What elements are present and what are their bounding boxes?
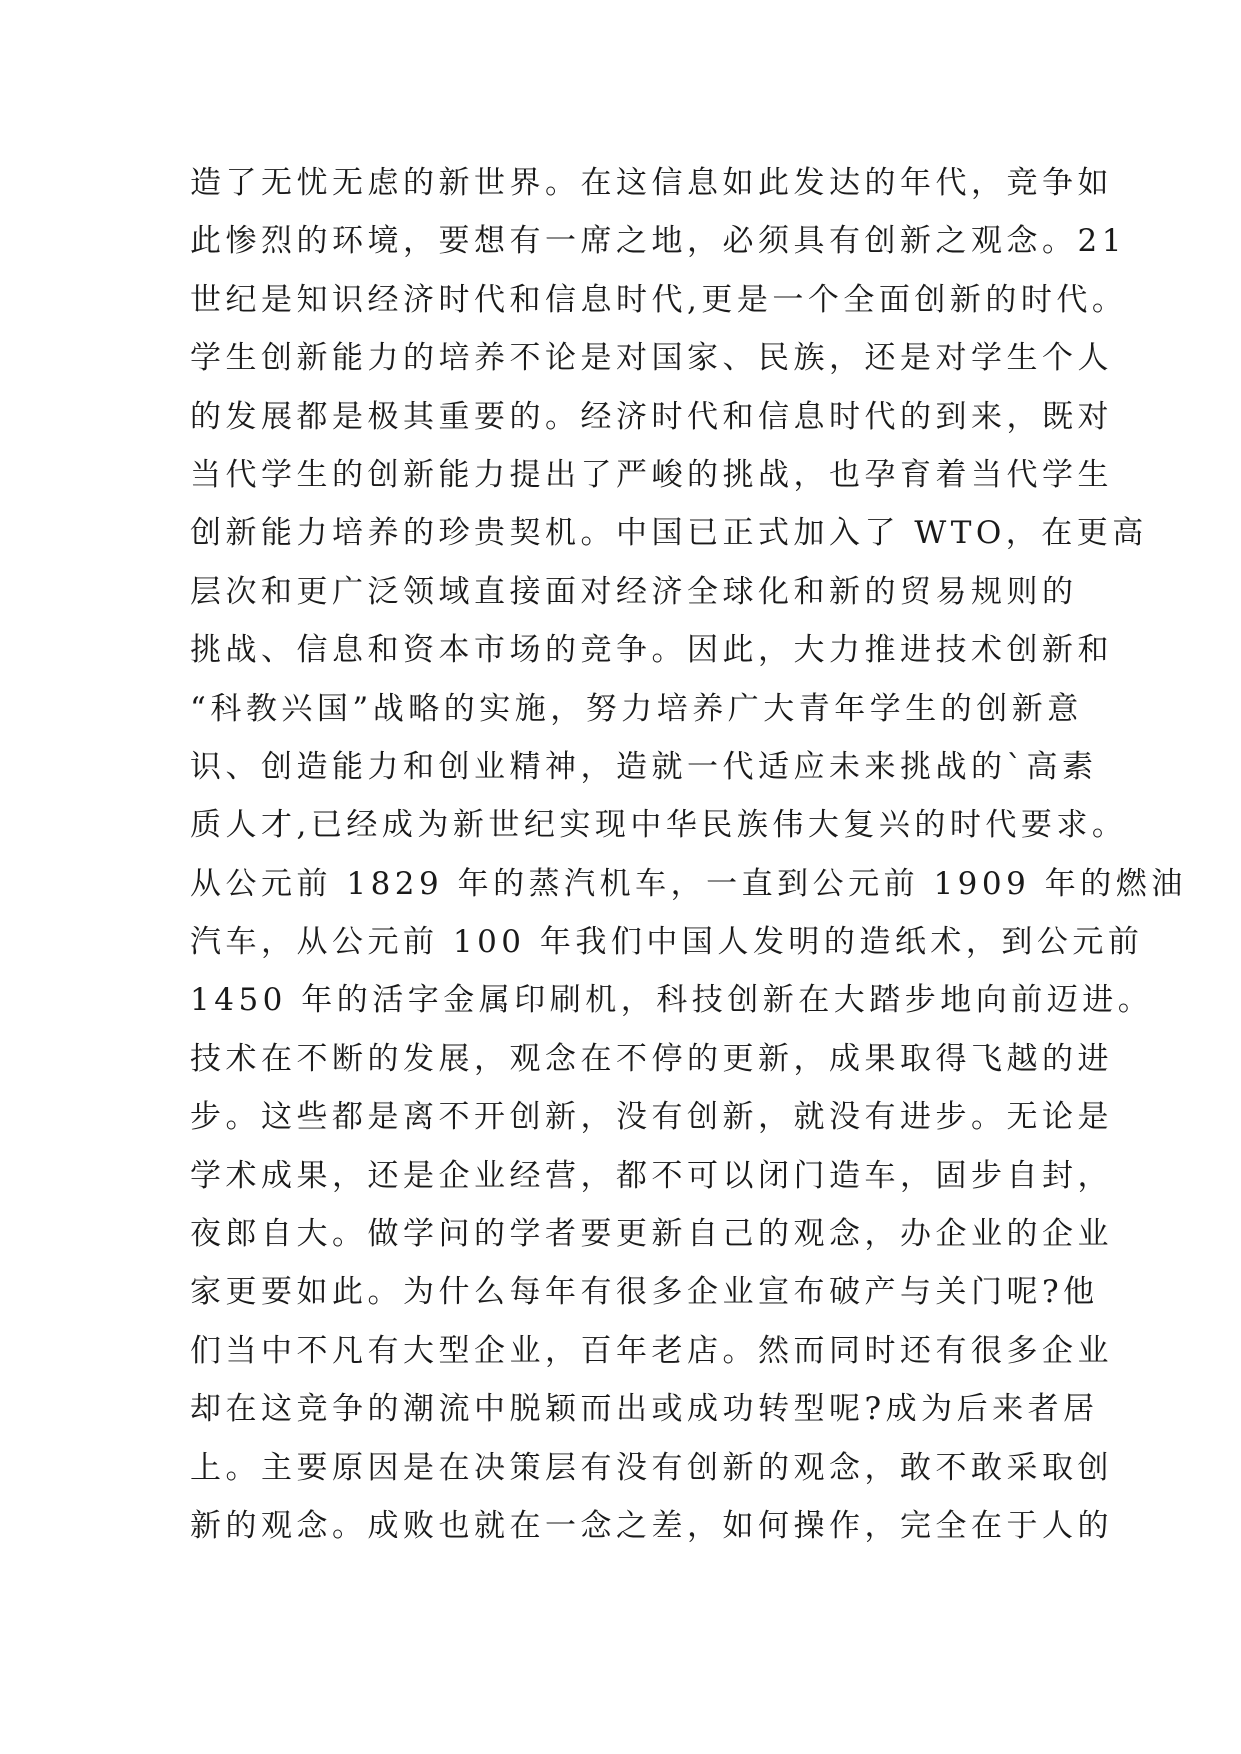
text-line: 汽车，从公元前 100 年我们中国人发明的造纸术，到公元前: [190, 924, 1144, 961]
text-line: 1450 年的活字金属印刷机，科技创新在大踏步地向前迈进。: [190, 982, 1154, 1019]
text-line: 们当中不凡有大型企业，百年老店。然而同时还有很多企业: [190, 1332, 1113, 1369]
text-line: 当代学生的创新能力提出了严峻的挑战，也孕育着当代学生: [190, 456, 1113, 493]
text-line: 层次和更广泛领域直接面对经济全球化和新的贸易规则的: [190, 573, 1078, 610]
text-line: 造了无忧无虑的新世界。在这信息如此发达的年代，竞争如: [190, 165, 1113, 201]
text-line: 新的观念。成败也就在一念之差，如何操作，完全在于人的: [190, 1507, 1113, 1544]
text-line: 识、创造能力和创业精神，造就一代适应未来挑战的`高素: [190, 748, 1098, 785]
text-line: 夜郎自大。做学问的学者要更新自己的观念，办企业的企业: [190, 1216, 1113, 1253]
text-line: 学术成果，还是企业经营，都不可以闭门造车，固步自封，: [190, 1157, 1113, 1194]
text-line: 从公元前 1829 年的蒸汽机车，一直到公元前 1909 年的燃油: [190, 865, 1187, 902]
text-line: 的发展都是极其重要的。经济时代和信息时代的到来，既对: [190, 398, 1113, 435]
body-text: [190, 154, 1187, 1555]
text-line: 学生创新能力的培养不论是对国家、民族，还是对学生个人: [190, 340, 1113, 377]
text-line: 此惨烈的环境，要想有一席之地，必须具有创新之观念。21: [190, 223, 1126, 260]
text-line: 挑战、信息和资本市场的竞争。因此，大力推进技术创新和: [190, 632, 1113, 669]
text-line: 世纪是知识经济时代和信息时代,更是一个全面创新的时代。: [190, 281, 1128, 318]
text-line: 质人才,已经成为新世纪实现中华民族伟大复兴的时代要求。: [190, 807, 1128, 844]
text-line: 创新能力培养的珍贵契机。中国已正式加入了 WTO，在更高: [190, 515, 1148, 552]
text-line: 步。这些都是离不开创新，没有创新，就没有进步。无论是: [190, 1099, 1113, 1136]
text-line: 家更要如此。为什么每年有很多企业宣布破产与关门呢?他: [190, 1274, 1099, 1311]
text-line: 却在这竞争的潮流中脱颖而出或成功转型呢?成为后来者居: [190, 1391, 1099, 1428]
text-line: “科教兴国”战略的实施，努力培养广大青年学生的创新意: [190, 690, 1083, 727]
text-line: 技术在不断的发展，观念在不停的更新，成果取得飞越的进: [190, 1040, 1113, 1077]
text-line: 上。主要原因是在决策层有没有创新的观念，敢不敢采取创: [190, 1449, 1113, 1486]
